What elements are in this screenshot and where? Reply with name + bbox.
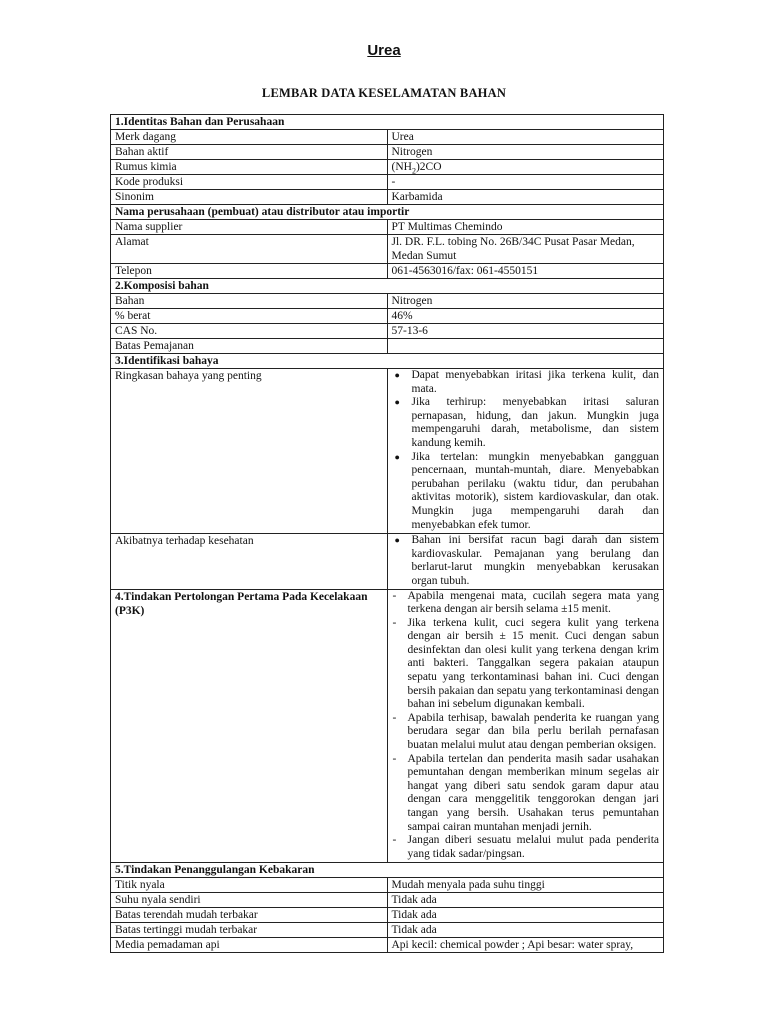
table-row	[111, 369, 664, 534]
row-label: CAS No.	[111, 324, 388, 339]
row-value: Mudah menyala pada suhu tinggi	[387, 878, 664, 893]
row-value: Nitrogen	[387, 145, 664, 160]
row-label: Bahan	[111, 294, 388, 309]
formula-subscript: 2	[411, 166, 416, 176]
row-label: Rumus kimia	[111, 160, 388, 175]
table-row	[111, 339, 664, 354]
list-item: ● Jika tertelan: mungkin menyebabkan gangguan pencernaan, muntah-muntah, diare. Menyebabkan perubahan perilaku (waktu tidur, dan perubahan aktivitas motorik), sistem kardiovaskular, dan otak. Mungkin juga mempengaruhi darah dan menyebabkan efek tumor.	[392, 451, 660, 533]
row-label: Batas tertinggi mudah terbakar	[111, 923, 388, 938]
table-row	[111, 324, 664, 339]
row-label: Alamat	[111, 235, 388, 264]
table-row	[111, 175, 664, 190]
row-value: Tidak ada	[387, 908, 664, 923]
row-label: Telepon	[111, 264, 388, 279]
list-item: - Apabila tertelan dan penderita masih sadar usahakan pemuntahan dengan memberikan minum segelas air hangat yang diberi satu sendok garam dapur atau dengan cara menggelitik tenggorokan dengan jari tangan yang bersih. Usahakan terus pemuntahan sampai cairan muntahan menjadi jernih.	[392, 753, 660, 835]
list-item: ● Dapat menyebabkan iritasi jika terkena kulit, dan mata.	[392, 369, 660, 396]
safety-data-table	[110, 114, 664, 953]
table-row	[111, 220, 664, 235]
table-row	[111, 534, 664, 589]
row-label: Suhu nyala sendiri	[111, 893, 388, 908]
row-label: Media pemadaman api	[111, 938, 388, 953]
section-heading-fire: 5.Tindakan Penanggulangan Kebakaran	[111, 863, 664, 878]
row-value: PT Multimas Chemindo	[387, 220, 664, 235]
section-heading-first-aid: 4.Tindakan Pertolongan Pertama Pada Kecelakaan (P3K)	[111, 589, 388, 863]
health-effect-cell	[387, 534, 664, 589]
table-row	[111, 160, 664, 175]
list-item: - Apabila mengenai mata, cucilah segera mata yang terkena dengan air bersih selama ±15 menit.	[392, 590, 660, 617]
table-row	[111, 130, 664, 145]
first-aid-cell	[387, 589, 664, 863]
row-label: Akibatnya terhadap kesehatan	[111, 534, 388, 589]
row-label: Batas terendah mudah terbakar	[111, 908, 388, 923]
row-label: Sinonim	[111, 190, 388, 205]
section-heading-identity: 1.Identitas Bahan dan Perusahaan	[111, 115, 664, 130]
table-row	[111, 145, 664, 160]
table-row	[111, 938, 664, 953]
chemical-formula	[387, 160, 664, 175]
row-value: Api kecil: chemical powder ; Api besar: water spray,	[387, 938, 664, 953]
hazard-summary-cell	[387, 369, 664, 534]
first-aid-list	[392, 590, 660, 862]
list-item: ● Jika terhirup: menyebabkan iritasi saluran pernapasan, hidung, dan jakun. Mungkin juga mempengaruhi darah, metabolisme, dan sistem kandung kemih.	[392, 396, 660, 450]
row-value: Karbamida	[387, 190, 664, 205]
table-row	[111, 294, 664, 309]
row-value: 57-13-6	[387, 324, 664, 339]
row-value: Tidak ada	[387, 923, 664, 938]
section-heading-company: Nama perusahaan (pembuat) atau distributor atau importir	[111, 205, 664, 220]
row-label: Nama supplier	[111, 220, 388, 235]
formula-part: (NH	[391, 161, 412, 173]
hazard-summary-list	[392, 369, 660, 532]
table-row	[111, 923, 664, 938]
row-label: Bahan aktif	[111, 145, 388, 160]
document-subtitle: LEMBAR DATA KESELAMATAN BAHAN	[261, 86, 507, 100]
row-label: Batas Pemajanan	[111, 339, 388, 354]
table-row	[111, 878, 664, 893]
list-item: - Jangan diberi sesuatu melalui mulut pada penderita yang tidak sadar/pingsan.	[392, 834, 660, 861]
formula-part: )2CO	[415, 161, 442, 173]
row-value: 46%	[387, 309, 664, 324]
row-label: % berat	[111, 309, 388, 324]
health-effect-list	[392, 534, 660, 588]
table-row	[111, 908, 664, 923]
table-row	[111, 264, 664, 279]
section-heading-composition: 2.Komposisi bahan	[111, 279, 664, 294]
row-value: 061-4563016/fax: 061-4550151	[387, 264, 664, 279]
first-aid-row	[111, 589, 664, 863]
row-label: Merk dagang	[111, 130, 388, 145]
table-row	[111, 190, 664, 205]
row-label: Kode produksi	[111, 175, 388, 190]
list-item: - Apabila terhisap, bawalah penderita ke ruangan yang berudara segar dan bila perlu berilah pernafasan buatan melalui mulut atau dengan pemberian oksigen.	[392, 712, 660, 753]
list-item: - Jika terkena kulit, cuci segera kulit yang terkena dengan air bersih ± 15 menit. Cuci dengan sabun desinfektan dan olesi kulit yang terkena dengan krim anti bakteri. Tanggalkan segera pakaian ataupun sepatu yang terkontaminasi bahan ini. Cuci dengan bersih pakaian dan sepatu yang terkontaminasi dengan bahan ini sebelum digunakan kembali.	[392, 617, 660, 712]
row-value	[387, 339, 664, 354]
row-value: Nitrogen	[387, 294, 664, 309]
table-row	[111, 309, 664, 324]
row-label: Titik nyala	[111, 878, 388, 893]
section-heading-hazard: 3.Identifikasi bahaya	[111, 354, 664, 369]
list-item: ● Bahan ini bersifat racun bagi darah dan sistem kardiovaskular. Pemajanan yang berulang dan berlarut-larut mungkin menyebabkan kerusakan organ tubuh.	[392, 534, 660, 588]
document-title: Urea	[367, 42, 401, 59]
row-label: Ringkasan bahaya yang penting	[111, 369, 388, 534]
row-value: Tidak ada	[387, 893, 664, 908]
table-row	[111, 235, 664, 264]
row-value: -	[387, 175, 664, 190]
row-value: Urea	[387, 130, 664, 145]
address-value: Jl. DR. F.L. tobing No. 26B/34C Pusat Pasar Medan, Medan Sumut	[387, 235, 664, 264]
table-row	[111, 893, 664, 908]
